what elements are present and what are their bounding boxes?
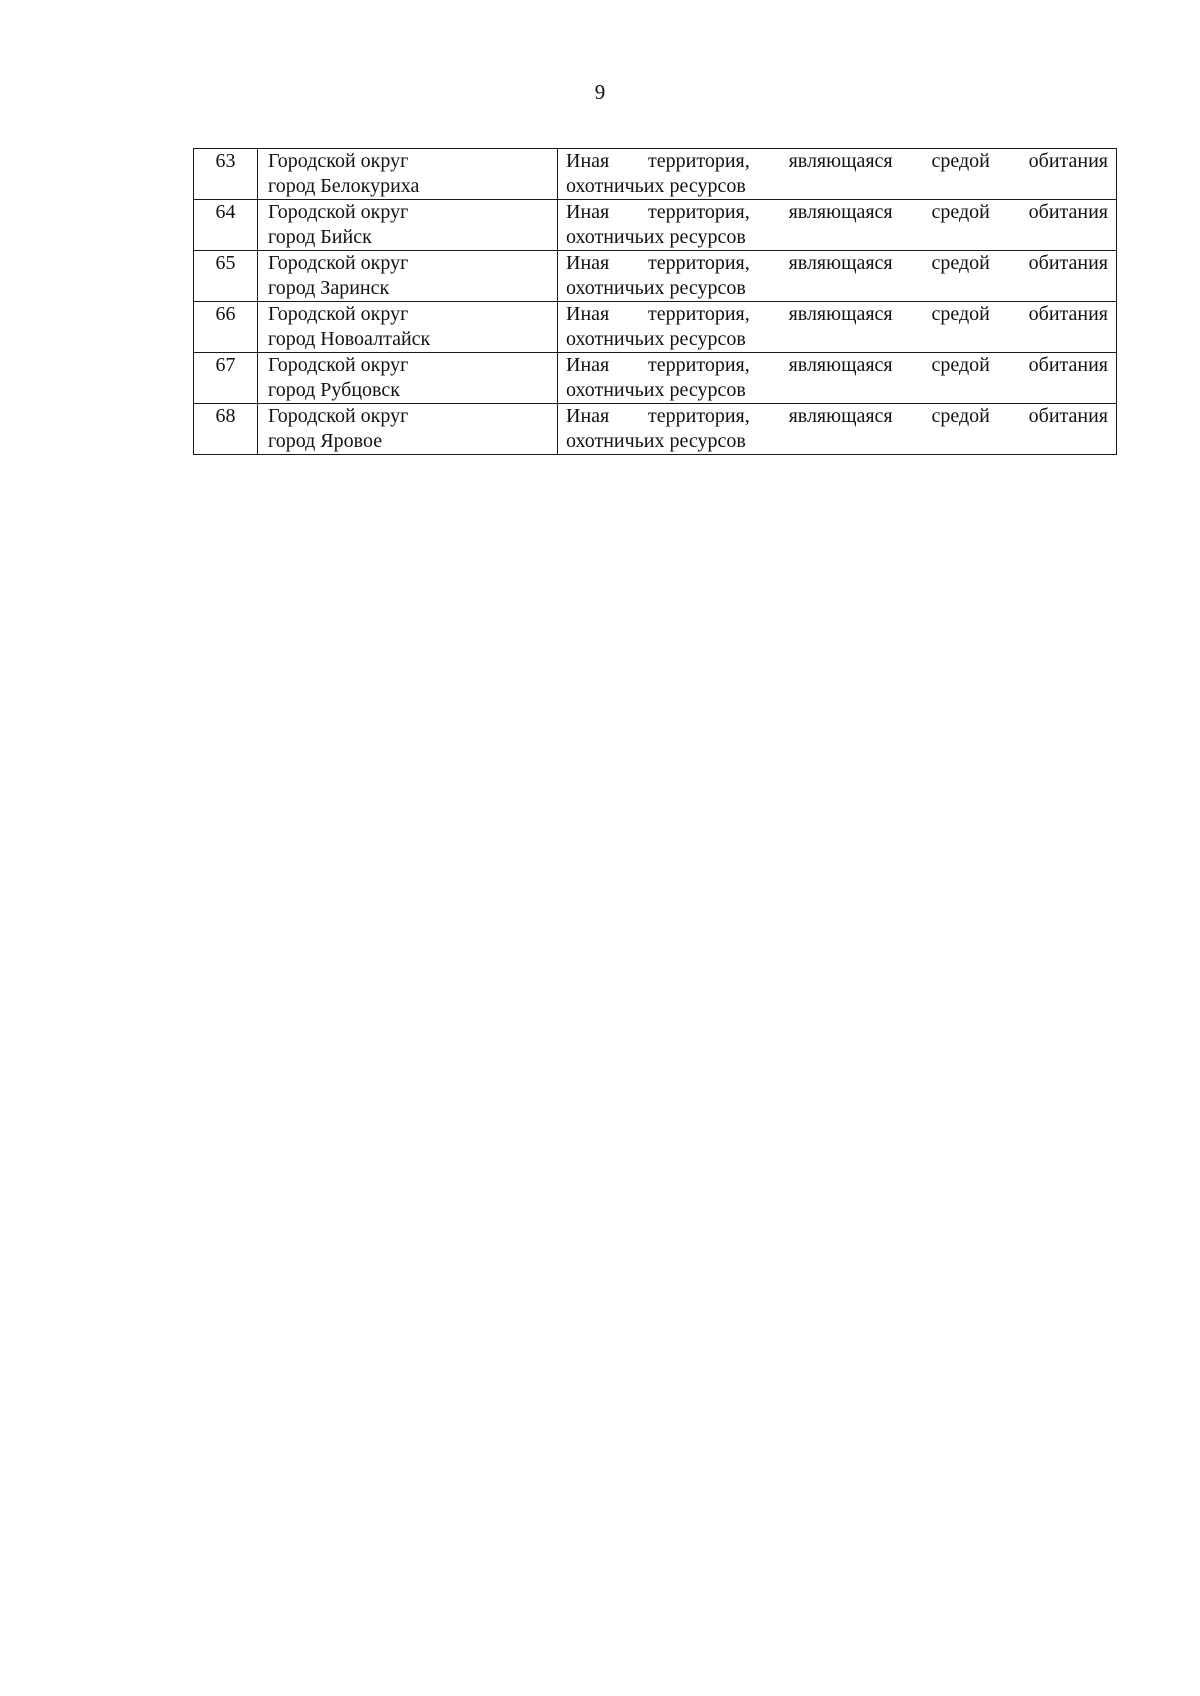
territory-table [193, 148, 1117, 455]
row-number: 68 [194, 404, 258, 455]
description-line: Иная территория, являющаяся средой обитания [566, 405, 1108, 427]
territory-description [558, 404, 1117, 455]
description-line: Иная территория, являющаяся средой обитания [566, 150, 1108, 172]
territory-description [558, 200, 1117, 251]
city-name: город Рубцовск [268, 379, 400, 401]
territory-description [558, 353, 1117, 404]
description-line: охотничьих ресурсов [566, 328, 746, 350]
district-type: Городской округ [268, 303, 409, 325]
description-line: Иная территория, являющаяся средой обитания [566, 201, 1108, 223]
table-row [194, 200, 1117, 251]
district-type: Городской округ [268, 150, 409, 172]
table-row [194, 149, 1117, 200]
city-name: город Новоалтайск [268, 328, 431, 350]
row-number: 63 [194, 149, 258, 200]
territory-description [558, 302, 1117, 353]
description-line: Иная территория, являющаяся средой обитания [566, 354, 1108, 376]
description-line: Иная территория, являющаяся средой обитания [566, 303, 1108, 325]
description-line: охотничьих ресурсов [566, 226, 746, 248]
city-name: город Бийск [268, 226, 372, 248]
territory-description [558, 251, 1117, 302]
district-name [258, 302, 558, 353]
description-line: охотничьих ресурсов [566, 379, 746, 401]
district-type: Городской округ [268, 354, 409, 376]
row-number: 65 [194, 251, 258, 302]
description-line: охотничьих ресурсов [566, 277, 746, 299]
table-row [194, 404, 1117, 455]
city-name: город Заринск [268, 277, 390, 299]
page-number: 9 [594, 80, 606, 104]
table-row [194, 353, 1117, 404]
row-number: 66 [194, 302, 258, 353]
district-name [258, 404, 558, 455]
row-number: 64 [194, 200, 258, 251]
district-name [258, 200, 558, 251]
district-type: Городской округ [268, 252, 409, 274]
city-name: город Яровое [268, 430, 383, 452]
row-number: 67 [194, 353, 258, 404]
district-type: Городской округ [268, 201, 409, 223]
district-type: Городской округ [268, 405, 409, 427]
table-row [194, 302, 1117, 353]
city-name: город Белокуриха [268, 175, 420, 197]
description-line: Иная территория, являющаяся средой обитания [566, 252, 1108, 274]
description-line: охотничьих ресурсов [566, 175, 746, 197]
district-name [258, 353, 558, 404]
district-name [258, 251, 558, 302]
table-row [194, 251, 1117, 302]
description-line: охотничьих ресурсов [566, 430, 746, 452]
territory-description [558, 149, 1117, 200]
district-name [258, 149, 558, 200]
